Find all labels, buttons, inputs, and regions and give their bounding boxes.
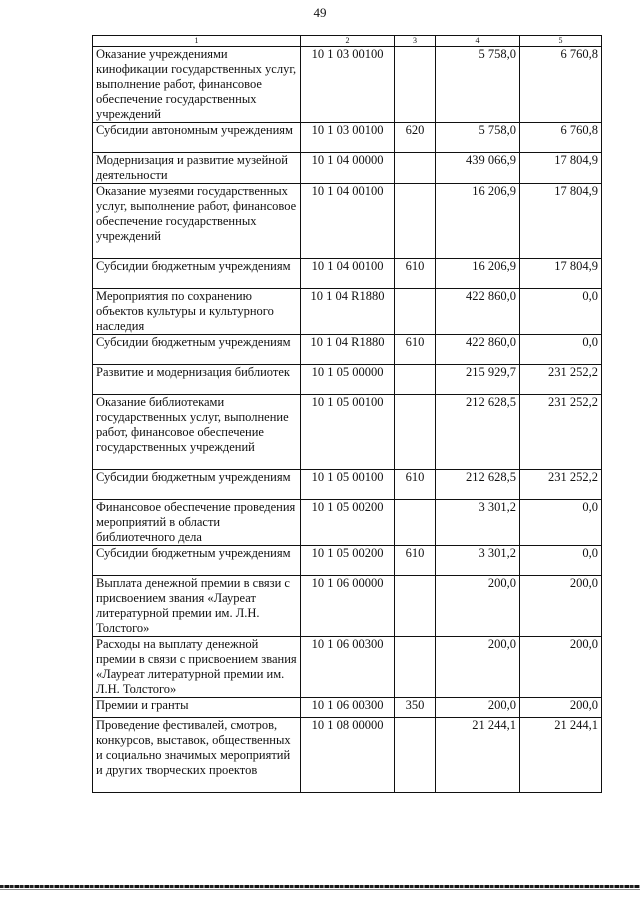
row-type [395, 500, 436, 546]
row-type: 610 [395, 259, 436, 289]
row-value-col5: 231 252,2 [520, 395, 602, 470]
row-name: Проведение фестивалей, смотров, конкурсов, выставок, общественных и социально значимых мероприятий и других творческих проектов [93, 718, 301, 793]
header-col-1: 1 [93, 36, 301, 47]
row-code: 10 1 03 00100 [301, 47, 395, 123]
row-value-col4: 439 066,9 [436, 153, 520, 184]
row-value-col5: 0,0 [520, 335, 602, 365]
row-type: 610 [395, 335, 436, 365]
row-value-col4: 422 860,0 [436, 335, 520, 365]
row-code: 10 1 04 00000 [301, 153, 395, 184]
table-row [93, 153, 602, 184]
row-name: Выплата денежной премии в связи с присвоением звания «Лауреат литературной премии им. Л.Н. Толстого» [93, 576, 301, 637]
header-col-4: 4 [436, 36, 520, 47]
scan-edge-line [0, 885, 640, 888]
row-value-col4: 215 929,7 [436, 365, 520, 395]
header-row [93, 36, 602, 47]
row-value-col5: 200,0 [520, 637, 602, 698]
table-row [93, 395, 602, 470]
scan-edge-line-2 [0, 889, 640, 890]
row-type: 610 [395, 546, 436, 576]
row-type [395, 718, 436, 793]
row-code: 10 1 06 00000 [301, 576, 395, 637]
table-row [93, 500, 602, 546]
row-value-col4: 16 206,9 [436, 184, 520, 259]
row-type: 350 [395, 698, 436, 718]
row-name: Субсидии бюджетным учреждениям [93, 470, 301, 500]
row-type [395, 289, 436, 335]
row-value-col4: 21 244,1 [436, 718, 520, 793]
row-name: Оказание учреждениями кинофикации государственных услуг, выполнение работ, финансовое обеспечение государственных учреждений [93, 47, 301, 123]
row-name: Субсидии автономным учреждениям [93, 123, 301, 153]
row-name: Модернизация и развитие музейной деятельности [93, 153, 301, 184]
table-row [93, 365, 602, 395]
table-row [93, 47, 602, 123]
row-value-col4: 5 758,0 [436, 123, 520, 153]
row-code: 10 1 05 00100 [301, 470, 395, 500]
row-value-col5: 0,0 [520, 546, 602, 576]
row-type: 610 [395, 470, 436, 500]
row-name: Премии и гранты [93, 698, 301, 718]
table-row [93, 335, 602, 365]
row-code: 10 1 05 00100 [301, 395, 395, 470]
header-col-2: 2 [301, 36, 395, 47]
row-value-col5: 231 252,2 [520, 365, 602, 395]
table-row [93, 637, 602, 698]
row-value-col5: 6 760,8 [520, 47, 602, 123]
row-name: Развитие и модернизация библиотек [93, 365, 301, 395]
row-code: 10 1 03 00100 [301, 123, 395, 153]
table-row [93, 718, 602, 793]
row-code: 10 1 05 00000 [301, 365, 395, 395]
row-type [395, 184, 436, 259]
row-type [395, 637, 436, 698]
row-name: Оказание музеями государственных услуг, выполнение работ, финансовое обеспечение государственных учреждений [93, 184, 301, 259]
row-name: Субсидии бюджетным учреждениям [93, 335, 301, 365]
row-type [395, 47, 436, 123]
row-code: 10 1 05 00200 [301, 546, 395, 576]
table-row [93, 123, 602, 153]
row-value-col4: 200,0 [436, 576, 520, 637]
table-row [93, 184, 602, 259]
row-name: Расходы на выплату денежной премии в связи с присвоением звания «Лауреат литературной премии им. Л.Н. Толстого» [93, 637, 301, 698]
page-number: 49 [313, 5, 327, 20]
row-value-col5: 17 804,9 [520, 259, 602, 289]
row-code: 10 1 06 00300 [301, 637, 395, 698]
table-row [93, 576, 602, 637]
row-code: 10 1 05 00200 [301, 500, 395, 546]
table-row [93, 259, 602, 289]
budget-table [92, 35, 602, 793]
row-code: 10 1 04 00100 [301, 184, 395, 259]
row-code: 10 1 06 00300 [301, 698, 395, 718]
table-row [93, 546, 602, 576]
header-col-3: 3 [395, 36, 436, 47]
row-value-col4: 212 628,5 [436, 395, 520, 470]
row-code: 10 1 04 R1880 [301, 335, 395, 365]
row-value-col5: 200,0 [520, 698, 602, 718]
row-type [395, 576, 436, 637]
row-type [395, 153, 436, 184]
row-value-col4: 16 206,9 [436, 259, 520, 289]
row-value-col4: 3 301,2 [436, 500, 520, 546]
row-value-col5: 231 252,2 [520, 470, 602, 500]
row-value-col4: 200,0 [436, 637, 520, 698]
table-row [93, 289, 602, 335]
row-value-col5: 17 804,9 [520, 153, 602, 184]
row-code: 10 1 08 00000 [301, 718, 395, 793]
row-value-col5: 17 804,9 [520, 184, 602, 259]
row-type: 620 [395, 123, 436, 153]
row-value-col5: 6 760,8 [520, 123, 602, 153]
row-type [395, 395, 436, 470]
table-row [93, 470, 602, 500]
row-value-col4: 212 628,5 [436, 470, 520, 500]
row-code: 10 1 04 00100 [301, 259, 395, 289]
row-value-col5: 0,0 [520, 289, 602, 335]
row-value-col5: 21 244,1 [520, 718, 602, 793]
row-name: Оказание библиотеками государственных услуг, выполнение работ, финансовое обеспечение государственных учреждений [93, 395, 301, 470]
row-value-col4: 422 860,0 [436, 289, 520, 335]
row-value-col5: 0,0 [520, 500, 602, 546]
header-col-5: 5 [520, 36, 602, 47]
row-type [395, 365, 436, 395]
row-name: Мероприятия по сохранению объектов культуры и культурного наследия [93, 289, 301, 335]
row-name: Субсидии бюджетным учреждениям [93, 546, 301, 576]
row-value-col5: 200,0 [520, 576, 602, 637]
table-row [93, 698, 602, 718]
row-code: 10 1 04 R1880 [301, 289, 395, 335]
row-value-col4: 3 301,2 [436, 546, 520, 576]
row-name: Финансовое обеспечение проведения мероприятий в области библиотечного дела [93, 500, 301, 546]
row-name: Субсидии бюджетным учреждениям [93, 259, 301, 289]
row-value-col4: 5 758,0 [436, 47, 520, 123]
row-value-col4: 200,0 [436, 698, 520, 718]
